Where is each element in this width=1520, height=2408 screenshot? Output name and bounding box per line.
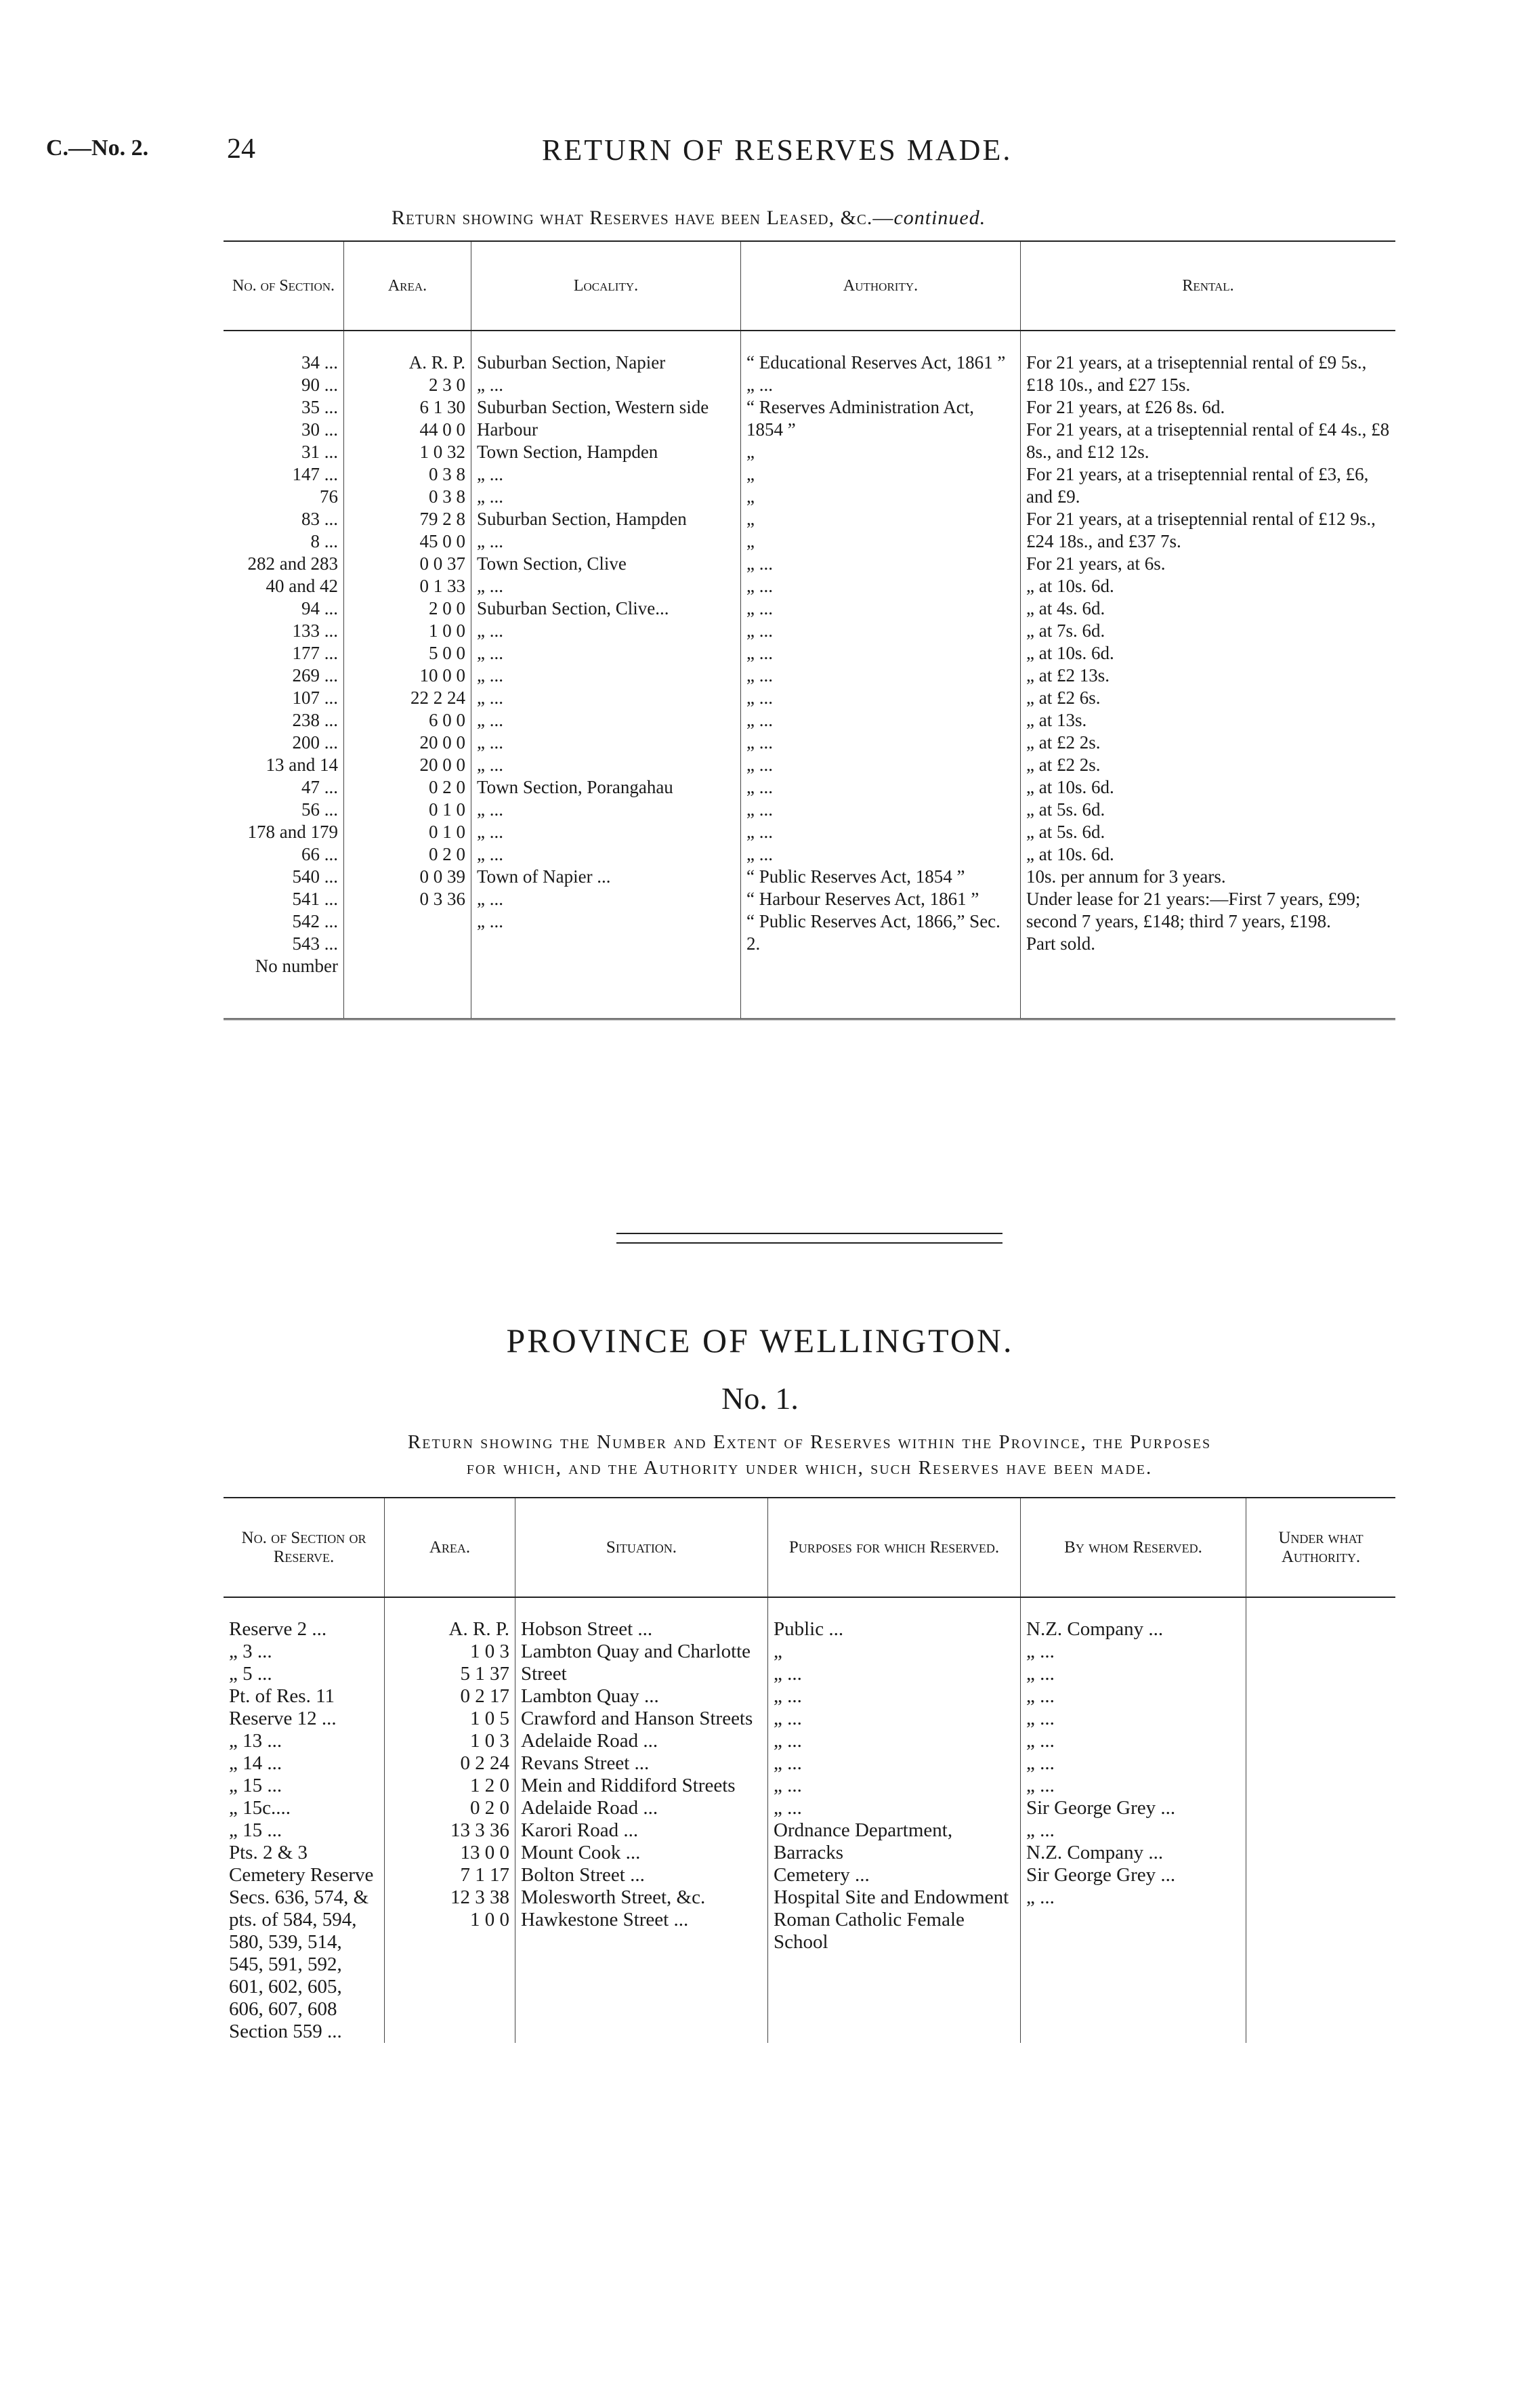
table-cell-line: 0 2 24 [460, 1752, 509, 1774]
table-cell-line: Mein and Riddiford Streets [521, 1775, 736, 1796]
table-cell-line: „ ... [477, 464, 503, 484]
table-cell-line: „ at £2 2s. [1026, 732, 1101, 753]
table-cell-line: „ [746, 509, 755, 529]
leased-return-subtitle [392, 207, 986, 230]
table-cell-line: Pts. 2 & 3 Cemetery Reserve [229, 1842, 374, 1886]
col-section-header: No. of Section. [224, 241, 344, 331]
table-cell-line: 1 2 0 [470, 1775, 509, 1796]
table-cell-line: For 21 years, at a triseptennial rental of £4 4s., £8 8s., and £12 12s. [1026, 419, 1390, 462]
table-cell-line: „ ... [477, 822, 503, 842]
table-cell-line: „ at 10s. 6d. [1026, 844, 1114, 864]
col-purposes-header: Purposes for which Reserved. [768, 1498, 1021, 1597]
table-cell-line: 79 2 8 [419, 509, 465, 529]
table-cell-line: „ ... [1026, 1752, 1055, 1774]
table-cell-line: „ at £2 6s. [1026, 688, 1101, 708]
table-cell-line: Part sold. [1026, 933, 1096, 954]
table-cell-line: Karori Road ... [521, 1819, 639, 1841]
table-cell-line: Revans Street ... [521, 1752, 650, 1774]
table-cell-line: „ ... [746, 375, 773, 395]
table-cell-line: „ ... [477, 911, 503, 931]
area-units: A. R. P. [408, 352, 465, 373]
col-rental-header: Rental. [1021, 241, 1396, 331]
table-cell-line: No number [255, 956, 338, 976]
table-cell-line: 83 ... [301, 509, 338, 529]
table-cell-line: „ at 5s. 6d. [1026, 799, 1105, 820]
table-cell-line: 90 ... [301, 375, 338, 395]
table-cell-line: Hospital Site and Endowment [774, 1886, 1009, 1908]
table-cell-line: „ ... [1026, 1641, 1055, 1662]
table-cell-line: 178 and 179 [247, 822, 338, 842]
rental-column [1021, 331, 1396, 1019]
table-cell-line: „ [746, 442, 755, 462]
table-cell-line: „ ... [746, 822, 773, 842]
by-whom-column [1021, 1597, 1246, 2043]
area-units: A. R. P. [448, 1618, 509, 1640]
table-cell-line: „ ... [774, 1752, 802, 1774]
table-cell-line: 0 3 8 [429, 464, 465, 484]
leased-subtitle-continued: continued. [893, 207, 986, 229]
table-cell-line: For 21 years, at a triseptennial rental of £12 9s., £24 18s., and £37 7s. [1026, 509, 1376, 551]
col-area-header: Area. [344, 241, 471, 331]
table-cell-line: For 21 years, at 6s. [1026, 553, 1166, 574]
table-cell-line: 20 0 0 [419, 755, 465, 775]
col-locality-header: Locality. [471, 241, 741, 331]
table-cell-line: Cemetery ... [774, 1864, 870, 1886]
table-cell-line: „ 15 ... [229, 1819, 282, 1841]
table-cell-line: „ at £2 13s. [1026, 665, 1110, 685]
table-cell-line: „ at 7s. 6d. [1026, 620, 1105, 641]
table-cell-line: „ ... [746, 777, 773, 797]
table-header-row [224, 1498, 1395, 1597]
table-cell-line: N.Z. Company ... [1026, 1842, 1164, 1863]
table-cell-line: 40 and 42 [266, 576, 338, 596]
table-cell-line: 13 and 14 [266, 755, 338, 775]
table-cell-line: „ ... [1026, 1775, 1055, 1796]
table-cell-line: „ 5 ... [229, 1663, 272, 1685]
table-cell-line: „ ... [746, 755, 773, 775]
table-cell-line: „ 15c.... [229, 1797, 291, 1819]
table-cell-line: „ 3 ... [229, 1641, 272, 1662]
section-divider [616, 1233, 1002, 1244]
table-cell-line: 22 2 24 [410, 688, 465, 708]
table-cell-line: 13 0 0 [460, 1842, 509, 1863]
table-cell-line: 238 ... [292, 710, 338, 730]
table-cell-line: Town Section, Porangahau [477, 777, 673, 797]
table-cell-line: 30 ... [301, 419, 338, 440]
table-cell-line: „ ... [477, 375, 503, 395]
table-cell-line: „ 14 ... [229, 1752, 282, 1774]
table-cell-line: Sir George Grey ... [1026, 1797, 1176, 1819]
table-cell-line: 282 and 283 [247, 553, 338, 574]
table-cell-line: Ordnance Department, Barracks [774, 1819, 953, 1863]
wellington-subtitle-line1: Return showing the Number and Extent of Reserves within the Province, the Purposes [407, 1431, 1212, 1453]
table-cell-line: 8 ... [310, 531, 338, 551]
table-cell-line: Suburban Section, Hampden [477, 509, 687, 529]
table-cell-line: 5 0 0 [429, 643, 465, 663]
page-header [0, 135, 1520, 176]
table-cell-line: Lambton Quay and Charlotte Street [521, 1641, 751, 1685]
table-cell-line: 542 ... [292, 911, 338, 931]
table-cell-line: 47 ... [301, 777, 338, 797]
table-cell-line: 541 ... [292, 889, 338, 909]
table-cell-line: „ ... [477, 889, 503, 909]
table-cell-line: „ [746, 486, 755, 507]
table-cell-line: For 21 years, at £26 8s. 6d. [1026, 397, 1225, 417]
table-cell-line: „ at 13s. [1026, 710, 1087, 730]
table-cell-line: 0 1 33 [419, 576, 465, 596]
table-cell-line: „ at £2 2s. [1026, 755, 1101, 775]
table-cell-line: „ ... [477, 620, 503, 641]
table-cell-line: „ ... [1026, 1886, 1055, 1908]
table-cell-line: 20 0 0 [419, 732, 465, 753]
table-cell-line: 6 0 0 [429, 710, 465, 730]
table-cell-line: „ ... [1026, 1730, 1055, 1752]
table-cell-line: „ ... [774, 1775, 802, 1796]
table-cell-line: Sir George Grey ... [1026, 1864, 1176, 1886]
table-cell-line: 1 0 32 [419, 442, 465, 462]
table-cell-line: „ ... [746, 598, 773, 618]
table-cell-line: „ ... [746, 688, 773, 708]
by-whom-list [1026, 1618, 1240, 1909]
table-cell-line: „ ... [477, 710, 503, 730]
table-cell-line: „ ... [746, 553, 773, 574]
page-title: RETURN OF RESERVES MADE. [542, 133, 1013, 167]
wellington-subtitle-line2: for which, and the Authority under which, such Reserves have been made. [466, 1457, 1153, 1479]
table-body-row [224, 1597, 1395, 2043]
table-cell-line: „ ... [774, 1797, 802, 1819]
col-area-header: Area. [385, 1498, 515, 1597]
table-cell-line: „ ... [746, 576, 773, 596]
table-cell-line: Reserve 12 ... [229, 1708, 337, 1729]
table-cell-line: „ at 5s. 6d. [1026, 822, 1105, 842]
table-cell-line: „ ... [774, 1663, 802, 1685]
table-cell-line: 543 ... [292, 933, 338, 954]
table-cell-line: Suburban Section, Clive... [477, 598, 669, 618]
table-cell-line: Reserve 2 ... [229, 1618, 327, 1640]
table-cell-line: Roman Catholic Female School [774, 1909, 965, 1953]
table-cell-line: Adelaide Road ... [521, 1797, 658, 1819]
table-cell-line: „ ... [774, 1730, 802, 1752]
table-cell-line: Under lease for 21 years:—First 7 years, £99; second 7 years, £148; third 7 years, £198. [1026, 889, 1361, 931]
area-list [350, 374, 465, 910]
table-cell-line: 0 2 17 [460, 1685, 509, 1707]
table-cell-line: 1 0 3 [470, 1730, 509, 1752]
table-cell-line: 1 0 3 [470, 1641, 509, 1662]
table-cell-line: „ ... [746, 710, 773, 730]
table-cell-line: 13 3 36 [450, 1819, 509, 1841]
table-cell-line: „ ... [746, 732, 773, 753]
table-cell-line: 12 3 38 [450, 1886, 509, 1908]
table-cell-line: Secs. 636, 574, & pts. of 584, 594, 580, 539, 514, 545, 591, 592, 601, 602, 605, 606, 607, 608 [229, 1886, 369, 2020]
table-cell-line: Hawkestone Street ... [521, 1909, 689, 1930]
paper-code: C.—No. 2. [46, 135, 149, 161]
area-column [385, 1597, 515, 2043]
table-cell-line: „ ... [477, 688, 503, 708]
area-list [390, 1641, 509, 1931]
table-cell-line: For 21 years, at a triseptennial rental of £9 5s., £18 10s., and £27 15s. [1026, 352, 1367, 395]
col-situation-header: Situation. [515, 1498, 768, 1597]
col-by-whom-header: By whom Reserved. [1021, 1498, 1246, 1597]
table-cell-line: “ Public Reserves Act, 1866,” Sec. 2. [746, 911, 1000, 954]
table-cell-line: 2 3 0 [429, 375, 465, 395]
table-cell-line: „ ... [746, 620, 773, 641]
purposes-list [774, 1618, 1015, 1953]
table-cell-line: „ ... [477, 643, 503, 663]
table-cell-line: 0 1 0 [429, 799, 465, 820]
col-section-header: No. of Section or Reserve. [224, 1498, 385, 1597]
table-cell-line: „ [746, 464, 755, 484]
table-cell-line: 94 ... [301, 598, 338, 618]
authority-column [1246, 1597, 1396, 2043]
table-cell-line: 2 0 0 [429, 598, 465, 618]
table-cell-line: “ Educational Reserves Act, 1861 ” [746, 352, 1006, 373]
table-cell-line: Adelaide Road ... [521, 1730, 658, 1752]
table-cell-line: 44 0 0 [419, 419, 465, 440]
table-cell-line: Suburban Section, Western side Harbour [477, 397, 709, 440]
wellington-reserves-table [224, 1497, 1395, 2043]
table-cell-line: 34 ... [301, 352, 338, 373]
table-cell-line: 0 3 8 [429, 486, 465, 507]
rental-list [1026, 352, 1390, 955]
table-cell-line: Town Section, Hampden [477, 442, 658, 462]
table-cell-line: Suburban Section, Napier [477, 352, 666, 373]
table-cell-line: „ ... [1026, 1663, 1055, 1685]
table-cell-line: „ ... [477, 576, 503, 596]
table-cell-line: 1 0 0 [470, 1909, 509, 1930]
table-cell-line: 0 0 39 [419, 866, 465, 887]
province-title: PROVINCE OF WELLINGTON. [506, 1322, 1014, 1359]
table-cell-line: „ ... [477, 844, 503, 864]
section-list [229, 1618, 379, 2043]
return-number: No. 1. [721, 1381, 799, 1416]
table-cell-line: „ ... [1026, 1708, 1055, 1729]
col-authority-header: Under what Authority. [1246, 1498, 1396, 1597]
situation-column [515, 1597, 768, 2043]
table-cell-line: 31 ... [301, 442, 338, 462]
table-cell-line: Lambton Quay ... [521, 1685, 659, 1707]
table-cell-line: 0 2 0 [470, 1797, 509, 1819]
table-cell-line: Public ... [774, 1618, 844, 1640]
table-cell-line: 35 ... [301, 397, 338, 417]
table-cell-line: „ ... [1026, 1819, 1055, 1841]
table-cell-line: Bolton Street ... [521, 1864, 645, 1886]
wellington-subtitle [224, 1429, 1395, 1481]
authority-list [746, 352, 1015, 955]
table-cell-line: 45 0 0 [419, 531, 465, 551]
table-cell-line: „ ... [774, 1708, 802, 1729]
table-cell-line: 0 2 0 [429, 777, 465, 797]
table-cell-line: 66 ... [301, 844, 338, 864]
table-cell-line: „ ... [1026, 1685, 1055, 1707]
section-list [229, 352, 338, 977]
page-number: 24 [227, 133, 255, 165]
table-cell-line: 107 ... [292, 688, 338, 708]
table-cell-line: „ at 10s. 6d. [1026, 643, 1114, 663]
section-column [224, 331, 344, 1019]
col-authority-header: Authority. [741, 241, 1021, 331]
table-cell-line: „ ... [746, 643, 773, 663]
table-cell-line: „ ... [477, 486, 503, 507]
table-cell-line: „ ... [477, 531, 503, 551]
table-cell-line: Town of Napier ... [477, 866, 611, 887]
table-cell-line: 10s. per annum for 3 years. [1026, 866, 1226, 887]
table-cell-line: Town Section, Clive [477, 553, 627, 574]
table-cell-line: „ ... [746, 844, 773, 864]
table-cell-line: 7 1 17 [460, 1864, 509, 1886]
table-cell-line: Pt. of Res. 11 [229, 1685, 335, 1707]
table-cell-line: Mount Cook ... [521, 1842, 641, 1863]
table-cell-line: „ 13 ... [229, 1730, 282, 1752]
table-cell-line: 147 ... [292, 464, 338, 484]
table-cell-line: „ ... [477, 755, 503, 775]
table-cell-line: „ at 4s. 6d. [1026, 598, 1105, 618]
locality-column [471, 331, 741, 1019]
table-cell-line: „ 15 ... [229, 1775, 282, 1796]
table-cell-line: „ at 10s. 6d. [1026, 777, 1114, 797]
table-cell-line: „ ... [477, 732, 503, 753]
table-cell-line: „ ... [746, 665, 773, 685]
table-cell-line: „ ... [477, 799, 503, 820]
table-cell-line: N.Z. Company ... [1026, 1618, 1164, 1640]
situation-list [521, 1618, 762, 1931]
table-cell-line: 5 1 37 [460, 1663, 509, 1685]
table-cell-line: „ [774, 1641, 782, 1662]
table-cell-line: 1 0 0 [429, 620, 465, 641]
leased-subtitle-text: Return showing what Reserves have been Leased, &c.— [392, 207, 894, 229]
table-cell-line: 269 ... [292, 665, 338, 685]
table-cell-line: 0 0 37 [419, 553, 465, 574]
table-cell-line: “ Harbour Reserves Act, 1861 ” [746, 889, 979, 909]
table-cell-line: „ ... [746, 799, 773, 820]
leased-reserves-table [224, 240, 1395, 1020]
table-cell-line: Hobson Street ... [521, 1618, 653, 1640]
authority-column [741, 331, 1021, 1019]
table-cell-line: 1 0 5 [470, 1708, 509, 1729]
table-cell-line: „ ... [774, 1685, 802, 1707]
table-header-row [224, 241, 1395, 331]
table-cell-line: 76 [320, 486, 338, 507]
table-cell-line: 0 1 0 [429, 822, 465, 842]
table-cell-line: “ Reserves Administration Act, 1854 ” [746, 397, 974, 440]
table-cell-line: 0 3 36 [419, 889, 465, 909]
section-column [224, 1597, 385, 2043]
table-cell-line: 177 ... [292, 643, 338, 663]
table-cell-line: “ Public Reserves Act, 1854 ” [746, 866, 965, 887]
table-cell-line: „ ... [477, 665, 503, 685]
table-cell-line: 56 ... [301, 799, 338, 820]
area-column [344, 331, 471, 1019]
table-cell-line: For 21 years, at a triseptennial rental of £3, £6, and £9. [1026, 464, 1369, 507]
table-body-row [224, 331, 1395, 1019]
table-cell-line: 133 ... [292, 620, 338, 641]
table-cell-line: Crawford and Hanson Streets [521, 1708, 753, 1729]
table-cell-line: 10 0 0 [419, 665, 465, 685]
table-cell-line: 0 2 0 [429, 844, 465, 864]
table-cell-line: 200 ... [292, 732, 338, 753]
table-cell-line: Molesworth Street, &c. [521, 1886, 706, 1908]
purposes-column [768, 1597, 1021, 2043]
table-cell-line: „ at 10s. 6d. [1026, 576, 1114, 596]
table-cell-line: 540 ... [292, 866, 338, 887]
locality-list [477, 352, 735, 933]
table-cell-line: „ [746, 531, 755, 551]
table-cell-line: Section 559 ... [229, 2021, 342, 2042]
table-cell-line: 6 1 30 [419, 397, 465, 417]
